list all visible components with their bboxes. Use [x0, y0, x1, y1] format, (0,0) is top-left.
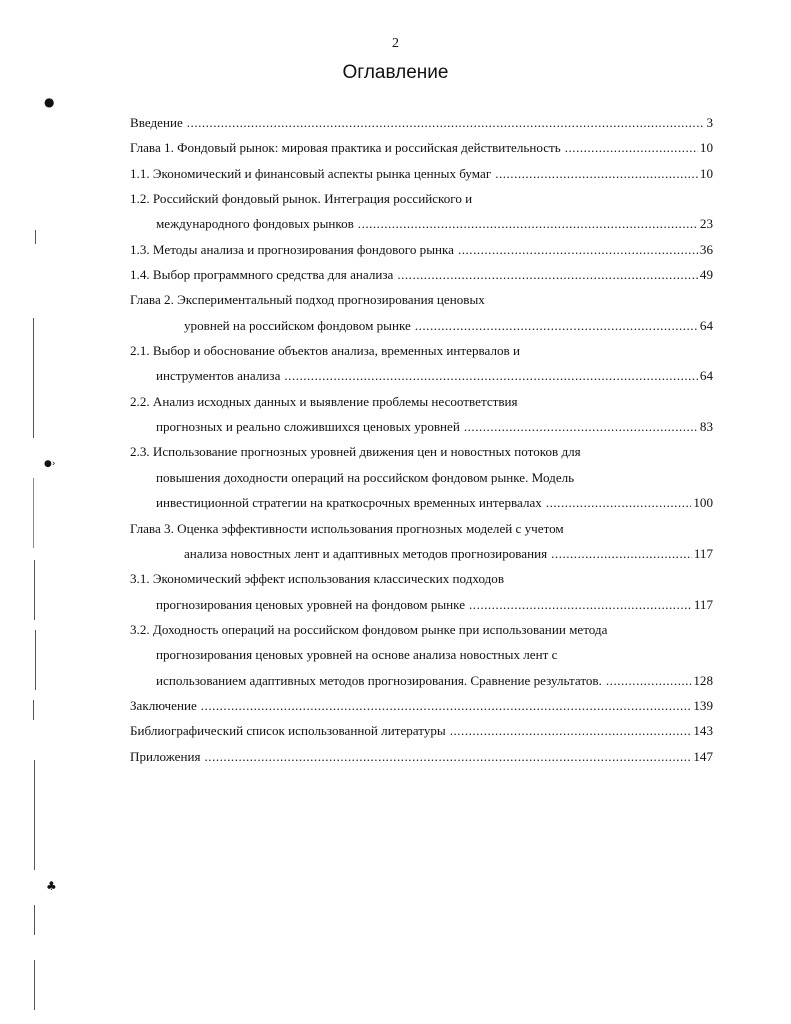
toc-entry [130, 164, 713, 189]
dot-leader [551, 544, 692, 564]
dot-leader [397, 265, 698, 285]
toc-entry: 2.1. Выбор и обоснование объектов анализа, временных интервалов и [130, 343, 520, 359]
scan-line [34, 905, 35, 935]
toc-entry-title: инвестиционной стратегии на краткосрочных временных интервалах [156, 495, 542, 511]
table-of-contents [130, 113, 713, 772]
toc-entry-title: Библиографический список использованной литературы [130, 723, 446, 739]
toc-entry-page: 128 [693, 672, 713, 688]
toc-entry-page: 49 [699, 267, 713, 283]
toc-entry-title: 1.1. Экономический и финансовый аспекты рынка ценных бумаг [130, 165, 492, 181]
toc-entry: 3.1. Экономический эффект использования классических подходов [130, 571, 505, 587]
dot-leader [495, 164, 698, 184]
dot-leader [546, 493, 692, 513]
toc-entry: Глава 3. Оценка эффективности использования прогнозных моделей с учетом [130, 520, 564, 536]
toc-entry-title: международного фондовых рынков [156, 216, 354, 232]
toc-entry [130, 493, 713, 518]
dot-leader [201, 696, 692, 716]
toc-entry-title: Заключение [130, 697, 197, 713]
toc-entry-page: 100 [693, 495, 713, 511]
dot-leader [205, 747, 692, 767]
toc-entry-title: анализа новостных лент и адаптивных методов прогнозирования [184, 545, 548, 561]
dot-leader [606, 671, 691, 691]
toc-entry [130, 265, 713, 290]
toc-entry [130, 696, 713, 721]
toc-entry [130, 747, 713, 772]
dot-leader [187, 113, 705, 133]
scan-line [34, 960, 35, 1010]
toc-entry-title: инструментов анализа [156, 368, 281, 384]
toc-entry [130, 113, 713, 138]
toc-entry-page: 23 [699, 216, 713, 232]
scan-dot: ● [44, 95, 55, 109]
toc-entry-title: использованием адаптивных методов прогнозирования. Сравнение результатов. [156, 672, 602, 688]
toc-entry-page: 139 [693, 697, 713, 713]
toc-entry-page: 10 [699, 165, 713, 181]
toc-entry-page: 10 [699, 140, 713, 156]
toc-entry [130, 721, 713, 746]
toc-entry: 2.2. Анализ исходных данных и выявление проблемы несоответствия [130, 393, 518, 409]
toc-entry-page: 64 [699, 368, 713, 384]
toc-entry-title: 1.3. Методы анализа и прогнозирования фондового рынка [130, 241, 454, 257]
toc-entry [130, 544, 713, 569]
toc-entry-title: Приложения [130, 748, 201, 764]
dot-leader [458, 240, 698, 260]
page-number: 2 [392, 36, 399, 51]
dot-leader [464, 417, 698, 437]
toc-entry [130, 138, 713, 163]
toc-entry: Глава 2. Экспериментальный подход прогнозирования ценовых [130, 292, 485, 308]
scan-line [34, 760, 35, 870]
dot-leader [450, 721, 692, 741]
dot-leader [284, 366, 698, 386]
scan-line [35, 230, 36, 244]
toc-entry-page: 143 [693, 723, 713, 739]
toc-entry [130, 366, 713, 391]
dot-leader [358, 214, 698, 234]
dot-leader [415, 316, 698, 336]
toc-entry-title: 1.4. Выбор программного средства для анализа [130, 267, 394, 283]
scan-mark: ♣ [46, 879, 57, 893]
toc-entry-title: Глава 1. Фондовый рынок: мировая практика и российская действительность [130, 140, 561, 156]
toc-entry-page: 64 [699, 317, 713, 333]
scan-line [35, 630, 36, 690]
toc-entry: повышения доходности операций на российском фондовом рынке. Модель [156, 469, 575, 485]
toc-entry: прогнозирования ценовых уровней на основе анализа новостных лент с [156, 647, 558, 663]
toc-entry [130, 240, 713, 265]
toc-entry-title: уровней на российском фондовом рынке [184, 317, 411, 333]
toc-entry [130, 595, 713, 620]
toc-entry: 2.3. Использование прогнозных уровней движения цен и новостных потоков для [130, 444, 581, 460]
toc-entry: 1.2. Российский фондовый рынок. Интеграция российского и [130, 191, 473, 207]
toc-entry-page: 36 [699, 241, 713, 257]
page-title: Оглавление [342, 62, 449, 83]
toc-entry: 3.2. Доходность операций на российском фондовом рынке при использовании метода [130, 621, 608, 637]
toc-entry-page: 117 [693, 545, 713, 561]
toc-entry-page: 83 [699, 419, 713, 435]
toc-entry [130, 214, 713, 239]
toc-entry-page: 117 [693, 596, 713, 612]
scan-line [33, 318, 34, 438]
toc-entry-title: прогнозных и реально сложившихся ценовых уровней [156, 419, 460, 435]
toc-entry [130, 671, 713, 696]
dot-leader [469, 595, 692, 615]
toc-entry [130, 417, 713, 442]
scan-line [34, 560, 35, 620]
scan-mark: ●› [44, 459, 56, 469]
scan-line [33, 478, 34, 548]
toc-entry-page: 3 [706, 115, 713, 130]
dot-leader [565, 138, 698, 158]
toc-entry [130, 316, 713, 341]
toc-entry-title: Введение [130, 115, 183, 130]
scan-line [33, 700, 34, 720]
toc-entry-title: прогнозирования ценовых уровней на фондовом рынке [156, 596, 466, 612]
toc-entry-page: 147 [693, 748, 713, 764]
